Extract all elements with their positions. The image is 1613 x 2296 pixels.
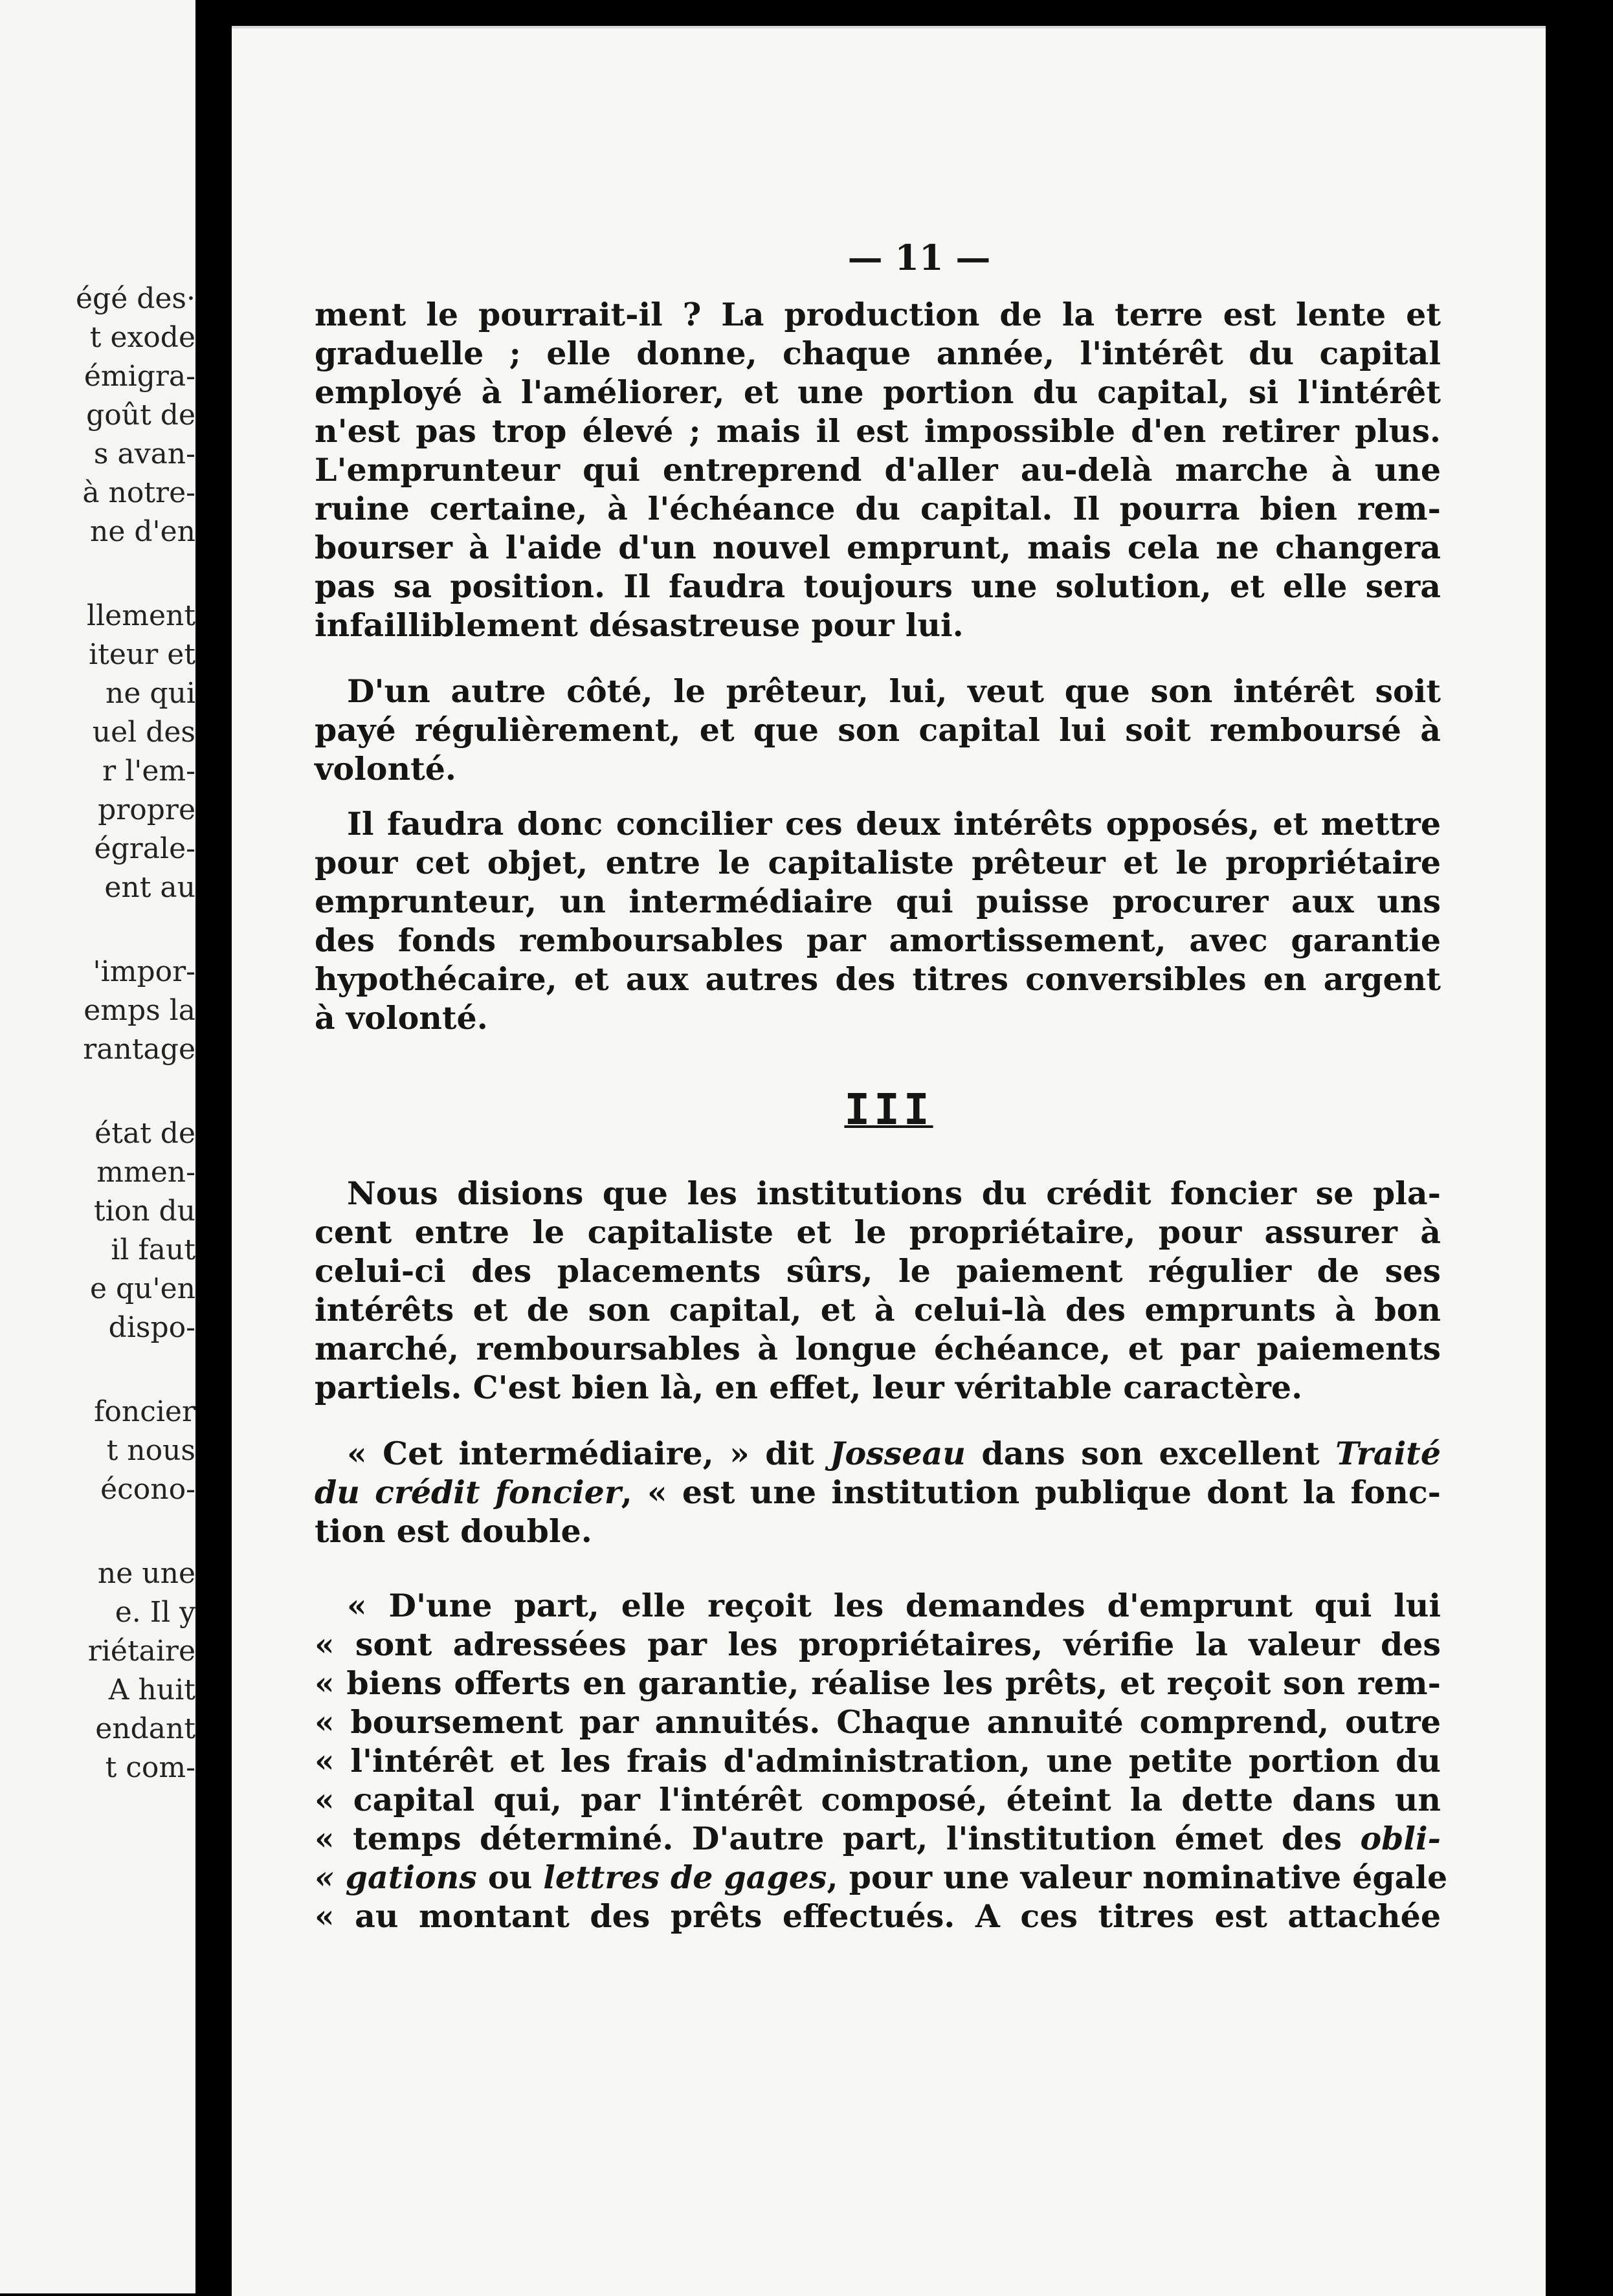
facing-page-line: 'impor-: [93, 955, 195, 988]
facing-page-line: e qu'en: [89, 1272, 195, 1305]
facing-page-line: écono-: [100, 1473, 195, 1506]
book-gutter: [195, 0, 232, 2293]
text-line: Il faudra donc concilier ces deux intérêts opposés, et mettre: [347, 805, 1441, 843]
text-line: pour cet objet, entre le capitaliste prêteur et le propriétaire: [315, 844, 1441, 881]
text-line: volonté.: [315, 750, 456, 788]
text-line: n'est pas trop élevé ; mais il est impossible d'en retirer plus.: [315, 412, 1441, 450]
text-line: du crédit foncier, « est une institution publique dont la fonc-: [315, 1474, 1441, 1511]
text-line: ment le pourrait-il ? La production de la terre est lente et: [315, 296, 1441, 333]
facing-page-line: llement: [87, 599, 195, 632]
text-line: L'emprunteur qui entreprend d'aller au-delà marche à une: [315, 451, 1441, 489]
text-line: des fonds remboursables par amortissement, avec garantie: [315, 922, 1441, 959]
text-line: infailliblement désastreuse pour lui.: [315, 606, 964, 644]
facing-page-line: t nous: [106, 1434, 195, 1467]
section-heading: III: [844, 1085, 933, 1134]
facing-page-line: ne une: [97, 1557, 195, 1590]
facing-page-line: endant: [95, 1712, 195, 1745]
text-line: « l'intérêt et les frais d'administration, une petite portion du: [315, 1742, 1441, 1780]
facing-page-line: A huit: [108, 1673, 195, 1706]
text-line: hypothécaire, et aux autres des titres conversibles en argent: [315, 960, 1441, 998]
facing-page-line: uel des: [92, 716, 195, 749]
text-line: tion est double.: [315, 1512, 592, 1550]
facing-page-line: t exode: [89, 321, 195, 354]
text-line: « au montant des prêts effectués. A ces titres est attachée: [315, 1897, 1441, 1935]
facing-page-line: tion du: [93, 1195, 195, 1228]
text-line: « boursement par annuités. Chaque annuité comprend, outre: [315, 1703, 1441, 1741]
author-name: Josseau: [830, 1435, 966, 1472]
text-line: intérêts et de son capital, et à celui-là des emprunts à bon: [315, 1291, 1441, 1329]
facing-page-line: état de: [95, 1117, 195, 1150]
book-title: Traité: [1335, 1435, 1441, 1472]
text-line: payé régulièrement, et que son capital lui soit remboursé à: [315, 711, 1441, 749]
book-title-cont: du crédit foncier: [315, 1474, 621, 1511]
text-line: marché, remboursables à longue échéance, et par paiements: [315, 1330, 1441, 1367]
facing-page-line: dispo-: [108, 1311, 195, 1344]
text-line: « capital qui, par l'intérêt composé, éteint la dette dans un: [315, 1781, 1441, 1818]
facing-page-line: r l'em-: [102, 755, 195, 788]
facing-page-line: à notre-: [82, 476, 195, 509]
facing-page-line: égé des·: [75, 282, 195, 315]
text-line: « sont adressées par les propriétaires, vérifie la valeur des: [315, 1626, 1441, 1663]
text-line: D'un autre côté, le prêteur, lui, veut que son intérêt soit: [347, 672, 1441, 710]
facing-page-line: riétaire: [87, 1635, 195, 1668]
facing-page-line: ne d'en: [89, 515, 195, 548]
text-line: « D'une part, elle reçoit les demandes d'emprunt qui lui: [347, 1587, 1441, 1624]
text-line: ruine certaine, à l'échéance du capital. Il pourra bien rem-: [315, 490, 1441, 527]
text-line: cent entre le capitaliste et le propriétaire, pour assurer à: [315, 1213, 1441, 1251]
text-line: bourser à l'aide d'un nouvel emprunt, mais cela ne changera: [315, 529, 1441, 566]
text-line: graduelle ; elle donne, chaque année, l'intérêt du capital: [315, 335, 1441, 372]
facing-page-fragment: [0, 0, 195, 2293]
facing-page-line: ne qui: [106, 677, 195, 710]
facing-page-line: il faut: [111, 1233, 195, 1266]
facing-page-line: emps la: [83, 994, 195, 1027]
facing-page-line: émigra-: [83, 360, 195, 393]
facing-page-line: iteur et: [89, 638, 195, 671]
text-line: « gations ou lettres de gages, pour une valeur nominative égale: [315, 1859, 1448, 1896]
facing-page-line: foncier: [94, 1395, 195, 1428]
text-line: emprunteur, un intermédiaire qui puisse procurer aux uns: [315, 883, 1441, 920]
text-line: employé à l'améliorer, et une portion du capital, si l'intérêt: [315, 373, 1441, 411]
facing-page-line: rantage: [83, 1033, 195, 1066]
facing-page-line: mmen-: [96, 1156, 195, 1189]
facing-page-line: propre: [98, 793, 195, 826]
text-line: « temps déterminé. D'autre part, l'institution émet des obli-: [315, 1820, 1441, 1857]
facing-page-line: s avan-: [93, 437, 195, 470]
facing-page-line: e. Il y: [115, 1596, 195, 1629]
facing-page-line: égrale-: [94, 832, 195, 865]
text-line: à volonté.: [315, 999, 488, 1037]
text-line: « biens offerts en garantie, réalise les prêts, et reçoit son rem-: [315, 1664, 1441, 1702]
facing-page-line: t com-: [105, 1751, 195, 1784]
scan-background: [1546, 0, 1613, 2293]
text-line: pas sa position. Il faudra toujours une solution, et elle sera: [315, 568, 1441, 605]
text-line: Nous disions que les institutions du crédit foncier se pla-: [347, 1175, 1441, 1212]
text-line: « Cet intermédiaire, » dit Josseau dans son excellent Traité: [347, 1435, 1441, 1472]
page-number: — 11 —: [847, 237, 991, 278]
facing-page-line: ent au: [104, 871, 195, 904]
text-line: partiels. C'est bien là, en effet, leur véritable caractère.: [315, 1369, 1303, 1406]
text-line: celui-ci des placements sûrs, le paiement régulier de ses: [315, 1252, 1441, 1290]
facing-page-line: goût de: [86, 399, 195, 432]
book-page: [232, 26, 1546, 2296]
